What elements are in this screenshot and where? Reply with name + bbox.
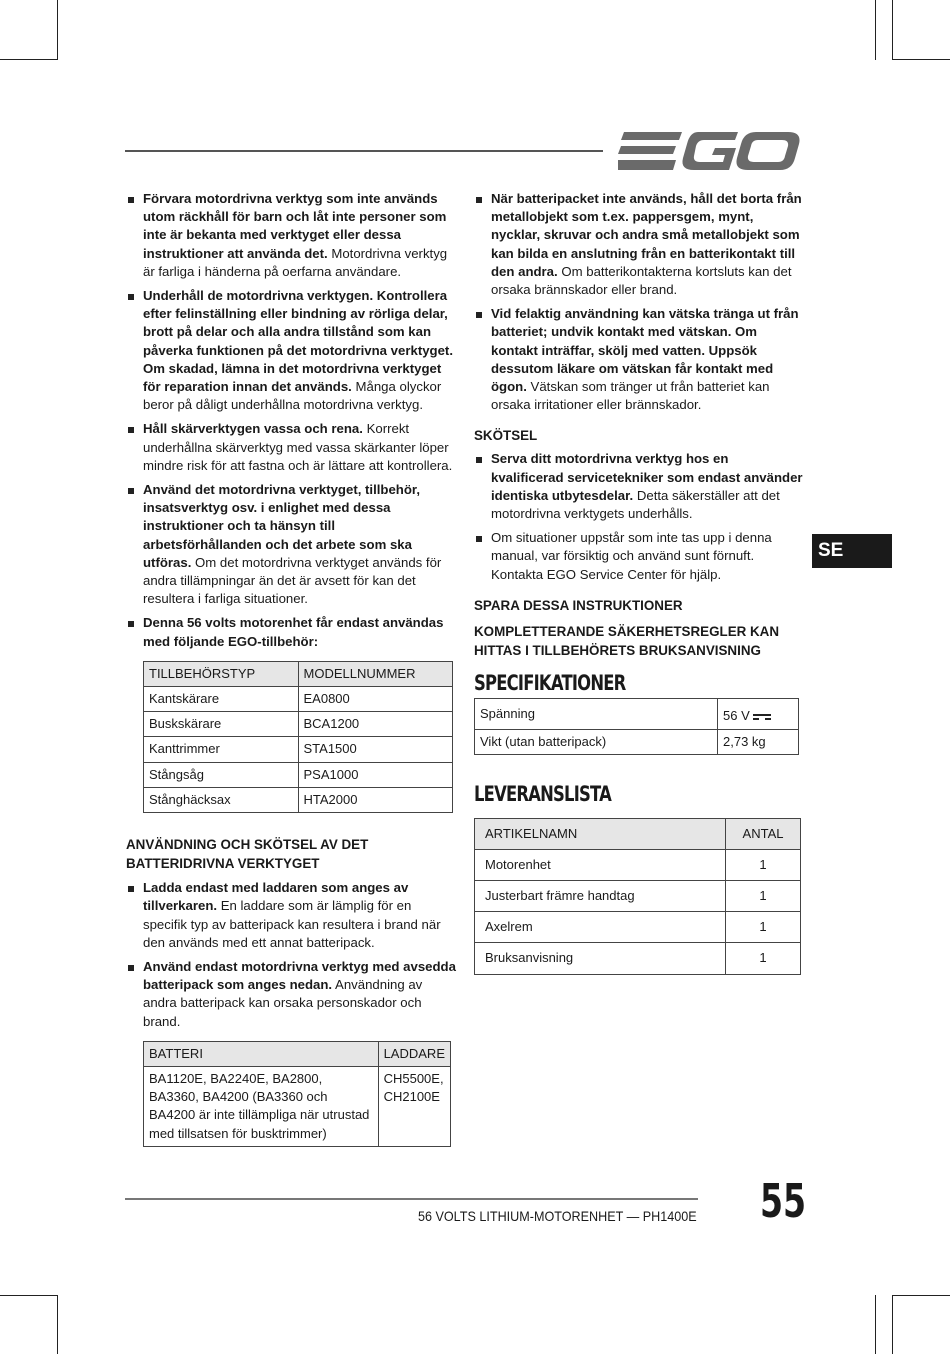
specifications-heading: SPECIFIKATIONER <box>474 670 626 695</box>
ego-logo <box>618 130 800 172</box>
list-item: Ladda endast med laddaren som anges av tillverkaren. En laddare som är lämplig för en specifik typ av batteripack kan resultera i brand när den används med ett annat batteripack. <box>126 879 456 952</box>
battery-charger-table <box>143 1041 451 1147</box>
table-row: Motorenhet 1 <box>475 849 801 880</box>
table-row: Spänning 56 V <box>475 699 799 730</box>
crop-mark <box>892 0 893 60</box>
additional-rules-heading: KOMPLETTERANDE SÄKERHETSREGLER KAN HITTAS I TILLBEHÖRETS BRUKSANVISNING <box>474 623 780 658</box>
page-number: 55 <box>760 1174 807 1228</box>
safety-list-right <box>474 190 804 414</box>
table-header: TILLBEHÖRSTYP <box>144 661 299 686</box>
table-row: Buskskärare BCA1200 <box>144 712 453 737</box>
crop-mark <box>892 1295 893 1354</box>
list-item: Vid felaktig användning kan vätska tränga ut från batteriet; undvik kontakt med vätskan. Om kontakt inträffar, skölj med vatten. Uppsök dessutom läkare om vätskan får kontakt med ögon. Vätskan som tränger ut från batteriet kan orsaka irritationer eller brännskador. <box>474 305 804 414</box>
right-column <box>474 190 804 975</box>
table-header: MODELLNUMMER <box>298 661 453 686</box>
crop-mark <box>57 0 58 60</box>
table-header-row <box>144 661 453 686</box>
crop-mark <box>875 0 876 60</box>
table-row: Kanttrimmer STA1500 <box>144 737 453 762</box>
left-column <box>126 190 456 1147</box>
table-row: BA1120E, BA2240E, BA2800, BA3360, BA4200 (BA3360 och BA4200 är inte tillämpliga när utrustad med tillsatsen för busktrimmer) CH5500E, CH2100E <box>144 1066 451 1146</box>
table-header-row <box>144 1041 451 1066</box>
crop-mark <box>57 1295 58 1354</box>
crop-mark <box>0 59 58 60</box>
table-row: Axelrem 1 <box>475 912 801 943</box>
crop-mark <box>892 1295 950 1296</box>
list-item: Denna 56 volts motorenhet får endast användas med följande EGO-tillbehör: <box>126 614 456 650</box>
header-rule <box>125 150 603 152</box>
list-item: När batteripacket inte används, håll det borta från metallobjekt som t.ex. pappersgem, mynt, nycklar, skruvar och andra små metallobjekt som kan bilda en anslutning från en batterikontakt till den andra. Om batterikontakterna kortsluts kan det orsaka brännskador eller brand. <box>474 190 804 299</box>
list-item: Serva ditt motordrivna verktyg hos en kvalificerad servicetekniker som endast använder identiska utbytesdelar. Detta säkerställer att det motordrivna verktygets underhålls. <box>474 450 804 523</box>
list-item: Underhåll de motordrivna verktygen. Kontrollera efter felinställning eller bindning av rörliga delar, brott på delar och alla andra tillstånd som kan påverka funktionen på det motordrivna verktyget. Om skadad, lämna in det motordrivna verktyget för reparation innan det används. Många olyckor beror på dåligt underhållna motordrivna verktyg. <box>126 287 456 414</box>
table-header: ARTIKELNAMN <box>475 818 726 849</box>
crop-mark <box>0 1295 58 1296</box>
save-instructions-heading: SPARA DESSA INSTRUKTIONER <box>474 597 683 613</box>
dc-current-icon <box>753 713 771 721</box>
footer-title: 56 VOLTS LITHIUM-MOTORENHET — PH1400E <box>418 1208 697 1224</box>
list-item: Håll skärverktygen vassa och rena. Korrekt underhållna skärverktyg med vassa skärkanter löper mindre risk för att fastna och är lättare att kontrollera. <box>126 420 456 475</box>
list-item: Förvara motordrivna verktyg som inte används utom räckhåll för barn och låt inte personer som inte är bekanta med verktyget eller dessa instruktioner att använda det. Motordrivna verktyg är farliga i händerna på oerfarna användare. <box>126 190 456 281</box>
table-row: Vikt (utan batteripack) 2,73 kg <box>475 730 799 755</box>
crop-mark <box>892 59 950 60</box>
crop-mark <box>875 1295 876 1354</box>
table-row: Stånghäcksax HTA2000 <box>144 787 453 812</box>
table-header: BATTERI <box>144 1041 379 1066</box>
table-header: LADDARE <box>378 1041 450 1066</box>
safety-list-left <box>126 190 456 651</box>
language-tab: SE <box>812 534 892 568</box>
list-item: Använd det motordrivna verktyget, tillbehör, insatsverktyg osv. i enlighet med dessa instruktioner och ta hänsyn till arbetsförhållanden och det arbete som ska utföras. Om det motordrivna verktyget används för andra tillämpningar än det är avsett för kan det resultera i farliga situationer. <box>126 481 456 608</box>
battery-list <box>126 879 456 1031</box>
specifications-table <box>474 698 799 755</box>
list-item: Om situationer uppstår som inte tas upp i denna manual, var försiktig och använd sunt förnuft. Kontakta EGO Service Center för hjälp. <box>474 529 804 584</box>
list-item: Använd endast motordrivna verktyg med avsedda batteripack som anges nedan. Användning av andra batteripack kan orsaka personskador och brand. <box>126 958 456 1031</box>
accessory-table <box>143 661 453 813</box>
table-row: Stångsåg PSA1000 <box>144 762 453 787</box>
care-heading: SKÖTSEL <box>474 428 538 444</box>
packing-list-table <box>474 818 801 975</box>
care-list <box>474 450 804 583</box>
battery-section-heading: ANVÄNDNING OCH SKÖTSEL AV DET BATTERIDRIVNA VERKTYGET <box>126 837 369 872</box>
table-header-row <box>475 818 801 849</box>
table-header: ANTAL <box>726 818 801 849</box>
table-row: Bruksanvisning 1 <box>475 943 801 974</box>
table-row: Kantskärare EA0800 <box>144 687 453 712</box>
footer-rule <box>125 1198 698 1200</box>
packing-list-heading: LEVERANSLISTA <box>474 782 612 807</box>
table-row: Justerbart främre handtag 1 <box>475 881 801 912</box>
